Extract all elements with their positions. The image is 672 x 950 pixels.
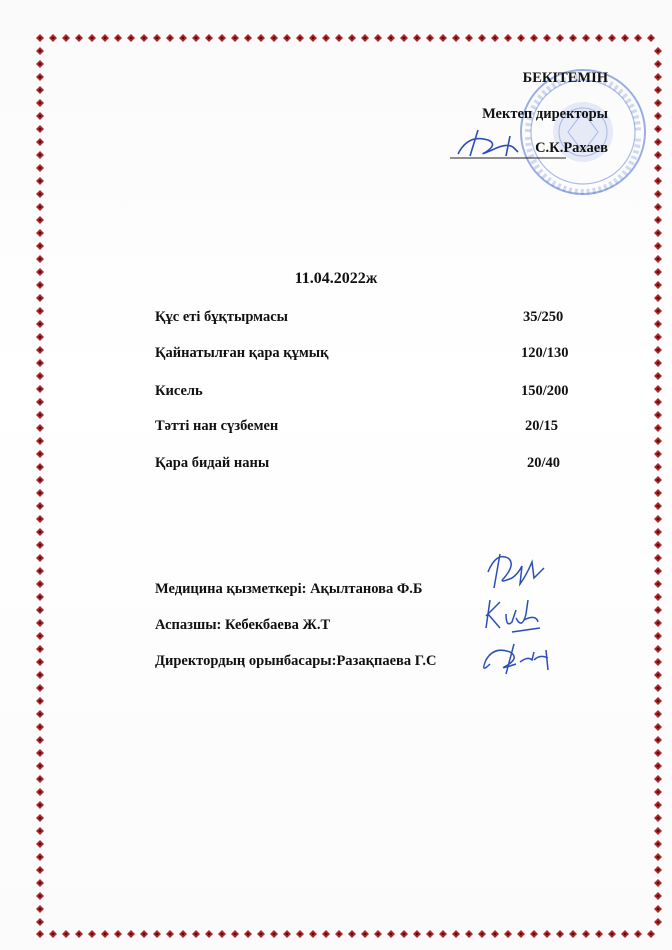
border-dot [39, 323, 42, 326]
border-dot [91, 37, 94, 40]
border-dot [39, 531, 42, 534]
border-dot [657, 297, 660, 300]
border-dot [585, 933, 588, 936]
border-dot [572, 933, 575, 936]
border-dot [169, 933, 172, 936]
border-dot [260, 37, 263, 40]
border-dot [39, 63, 42, 66]
border-dot [312, 37, 315, 40]
border-dot [559, 933, 562, 936]
border-dot [351, 933, 354, 936]
approval-position: Мектеп директоры [482, 106, 608, 122]
border-dot [364, 933, 367, 936]
border-dot [657, 427, 660, 430]
border-dot [39, 193, 42, 196]
border-dot [39, 310, 42, 313]
border-dot [657, 375, 660, 378]
border-dot [39, 440, 42, 443]
border-dot [657, 687, 660, 690]
border-dot [637, 933, 640, 936]
border-dot [657, 622, 660, 625]
border-dot [39, 388, 42, 391]
border-dot [533, 37, 536, 40]
border-dot [247, 933, 250, 936]
border-dot [39, 583, 42, 586]
border-dot [39, 544, 42, 547]
border-dot [403, 37, 406, 40]
border-dot [637, 37, 640, 40]
border-dot [39, 817, 42, 820]
border-dot [657, 843, 660, 846]
border-dot [657, 648, 660, 651]
border-dot [234, 933, 237, 936]
border-dot [657, 414, 660, 417]
border-dot [117, 37, 120, 40]
border-dot [657, 778, 660, 781]
border-dot [39, 908, 42, 911]
border-dot [39, 401, 42, 404]
border-dot [39, 635, 42, 638]
border-dot [657, 726, 660, 729]
border-dot [657, 804, 660, 807]
border-dot [143, 933, 146, 936]
border-dot [657, 401, 660, 404]
border-dot [390, 933, 393, 936]
border-dot [39, 609, 42, 612]
staff-cook: Аспазшы: Кебекбаева Ж.Т [155, 617, 331, 633]
border-dot [377, 37, 380, 40]
border-dot [39, 700, 42, 703]
border-dot [494, 933, 497, 936]
border-dot [39, 37, 42, 40]
border-dot [39, 739, 42, 742]
border-dot [429, 933, 432, 936]
border-dot [657, 50, 660, 53]
border-dot [39, 154, 42, 157]
border-dot [611, 37, 614, 40]
border-dot [624, 37, 627, 40]
border-dot [468, 37, 471, 40]
border-dot [546, 933, 549, 936]
border-dot [221, 37, 224, 40]
border-dot [221, 933, 224, 936]
border-dot [657, 310, 660, 313]
border-dot [657, 453, 660, 456]
border-dot [442, 37, 445, 40]
border-dot [572, 37, 575, 40]
border-dot [598, 37, 601, 40]
border-dot [657, 674, 660, 677]
menu-item-name: Құс еті бұқтырмасы [155, 309, 288, 325]
border-dot [286, 37, 289, 40]
border-dot [39, 856, 42, 859]
border-dot [156, 933, 159, 936]
border-dot [39, 882, 42, 885]
border-dot [143, 37, 146, 40]
border-dot [39, 830, 42, 833]
border-dot [65, 933, 68, 936]
border-dot [442, 933, 445, 936]
border-dot [39, 245, 42, 248]
border-dot [39, 219, 42, 222]
border-dot [39, 778, 42, 781]
border-dot [390, 37, 393, 40]
staff-medical: Медицина қызметкері: Ақылтанова Ф.Б [155, 581, 423, 597]
border-dot [507, 933, 510, 936]
border-dot [546, 37, 549, 40]
border-dot [585, 37, 588, 40]
border-dot [657, 336, 660, 339]
border-dot [507, 37, 510, 40]
border-dot [39, 765, 42, 768]
menu-item-portion: 20/40 [527, 455, 561, 471]
border-dot [39, 375, 42, 378]
menu-item-name: Тәтті нан сүзбемен [155, 418, 279, 434]
border-dot [39, 50, 42, 53]
border-dot [657, 752, 660, 755]
border-dot [39, 557, 42, 560]
border-dot [169, 37, 172, 40]
border-dot [325, 37, 328, 40]
border-dot [91, 933, 94, 936]
border-dot [39, 258, 42, 261]
border-dot [39, 427, 42, 430]
border-dot [39, 453, 42, 456]
staff-deputy: Директордың орынбасары:Разақпаева Г.С [155, 653, 437, 669]
border-dot [299, 37, 302, 40]
border-dot [657, 505, 660, 508]
border-dot [273, 37, 276, 40]
border-dot [429, 37, 432, 40]
border-dot [39, 128, 42, 131]
border-dot [195, 933, 198, 936]
border-dot [598, 933, 601, 936]
border-dot [657, 908, 660, 911]
border-dot [657, 219, 660, 222]
border-dot [657, 232, 660, 235]
border-dot [657, 661, 660, 664]
border-dot [338, 37, 341, 40]
border-dot [39, 791, 42, 794]
border-dot [657, 466, 660, 469]
menu-item [155, 309, 575, 329]
border-dot [39, 492, 42, 495]
director-name: С.К.Рахаев [535, 140, 608, 156]
border-dot [39, 570, 42, 573]
border-dot [39, 661, 42, 664]
border-dot [39, 713, 42, 716]
border-dot [39, 414, 42, 417]
border-dot [39, 76, 42, 79]
border-dot [657, 479, 660, 482]
border-dot [130, 37, 133, 40]
menu-item [155, 345, 575, 365]
border-dot [657, 739, 660, 742]
border-dot [481, 37, 484, 40]
border-dot [39, 596, 42, 599]
menu-item-name: Қара бидай наны [155, 455, 270, 471]
menu-item-portion: 35/250 [523, 309, 564, 325]
border-dot [650, 933, 653, 936]
border-dot [299, 933, 302, 936]
border-dot [195, 37, 198, 40]
border-dot [39, 349, 42, 352]
border-dot [39, 869, 42, 872]
border-dot [657, 557, 660, 560]
border-dot [657, 544, 660, 547]
border-dot [52, 37, 55, 40]
border-dot [494, 37, 497, 40]
border-dot [481, 933, 484, 936]
border-dot [657, 492, 660, 495]
border-dot [657, 570, 660, 573]
border-dot [39, 362, 42, 365]
border-dot [234, 37, 237, 40]
border-dot [273, 933, 276, 936]
border-dot [65, 37, 68, 40]
menu-item [155, 383, 575, 403]
border-dot [104, 933, 107, 936]
border-dot [104, 37, 107, 40]
border-dot [39, 89, 42, 92]
border-dot [78, 933, 81, 936]
border-dot [39, 687, 42, 690]
border-dot [657, 765, 660, 768]
menu-item-portion: 20/15 [525, 418, 559, 434]
border-dot [657, 440, 660, 443]
border-dot [39, 206, 42, 209]
border-dot [611, 933, 614, 936]
border-dot [39, 102, 42, 105]
border-dot [117, 933, 120, 936]
border-dot [657, 258, 660, 261]
border-dot [533, 933, 536, 936]
border-dot [377, 933, 380, 936]
border-dot [156, 37, 159, 40]
border-dot [260, 933, 263, 936]
menu-item [155, 455, 575, 475]
border-dot [39, 180, 42, 183]
border-dot [182, 933, 185, 936]
menu-item [155, 418, 575, 438]
deputy-signature-icon [476, 640, 566, 680]
menu-date: 11.04.2022ж [294, 270, 378, 287]
border-dot [39, 804, 42, 807]
border-dot [416, 37, 419, 40]
border-dot [39, 674, 42, 677]
menu-item-portion: 150/200 [521, 383, 569, 399]
border-dot [338, 933, 341, 936]
border-dot [657, 531, 660, 534]
border-dot [657, 362, 660, 365]
border-dot [657, 921, 660, 924]
border-dot [520, 37, 523, 40]
border-dot [39, 505, 42, 508]
border-dot [657, 700, 660, 703]
border-dot [39, 726, 42, 729]
border-dot [650, 37, 653, 40]
border-dot [39, 141, 42, 144]
border-dot [657, 245, 660, 248]
border-dot [657, 830, 660, 833]
border-dot [39, 479, 42, 482]
border-dot [351, 37, 354, 40]
menu-item-name: Қайнатылған қара құмық [155, 345, 329, 361]
border-dot [624, 933, 627, 936]
border-dot [657, 206, 660, 209]
border-dot [247, 37, 250, 40]
border-dot [657, 609, 660, 612]
border-dot [657, 869, 660, 872]
border-dot [325, 933, 328, 936]
border-dot [657, 882, 660, 885]
border-dot [312, 933, 315, 936]
border-dot [39, 752, 42, 755]
border-dot [657, 817, 660, 820]
border-dot [39, 622, 42, 625]
border-dot [657, 856, 660, 859]
menu-item-portion: 120/130 [521, 345, 569, 361]
border-dot [657, 635, 660, 638]
border-dot [416, 933, 419, 936]
border-dot [657, 349, 660, 352]
border-dot [39, 115, 42, 118]
border-dot [657, 518, 660, 521]
border-dot [39, 648, 42, 651]
border-dot [39, 466, 42, 469]
border-dot [39, 843, 42, 846]
border-dot [520, 933, 523, 936]
border-dot [52, 933, 55, 936]
border-dot [559, 37, 562, 40]
border-dot [657, 388, 660, 391]
border-dot [39, 167, 42, 170]
border-dot [39, 297, 42, 300]
border-dot [455, 37, 458, 40]
approval-block [440, 60, 660, 200]
border-dot [657, 895, 660, 898]
medical-signature-icon [478, 548, 558, 594]
border-dot [657, 323, 660, 326]
border-dot [657, 596, 660, 599]
border-dot [39, 336, 42, 339]
border-dot [657, 713, 660, 716]
border-dot [182, 37, 185, 40]
border-dot [39, 933, 42, 936]
border-dot [208, 933, 211, 936]
border-dot [403, 933, 406, 936]
border-dot [364, 37, 367, 40]
border-dot [657, 791, 660, 794]
border-dot [468, 933, 471, 936]
border-dot [130, 933, 133, 936]
menu-item-name: Кисель [155, 383, 203, 399]
border-dot [208, 37, 211, 40]
border-dot [39, 518, 42, 521]
border-dot [39, 895, 42, 898]
border-dot [39, 232, 42, 235]
border-dot [657, 583, 660, 586]
border-dot [78, 37, 81, 40]
border-dot [455, 933, 458, 936]
border-dot [286, 933, 289, 936]
border-dot [39, 921, 42, 924]
cook-signature-icon [478, 594, 558, 638]
approval-heading: БЕКІТЕМІН [522, 70, 608, 86]
